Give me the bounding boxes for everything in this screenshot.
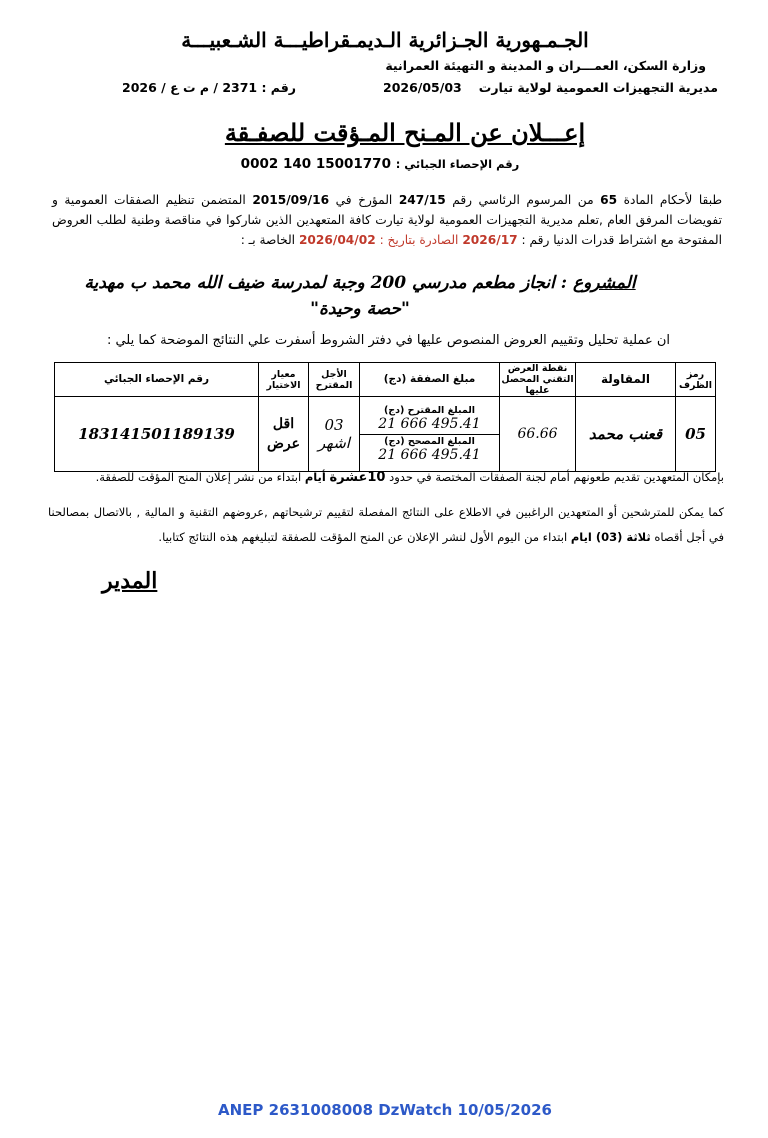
results-consultation-notice <box>48 500 724 550</box>
cell-criterion: اقل عرض <box>259 397 309 472</box>
header-amount: مبلغ الصفقة (دج) <box>360 363 500 397</box>
header-tech-score: نقطة العرض التقني المحصل عليها <box>501 363 574 396</box>
decree-date: 2015/09/16 <box>252 193 330 207</box>
statistical-id <box>150 156 610 172</box>
director-signature: المدير <box>102 568 158 594</box>
issued-label: الصادرة بتاريخ : <box>379 233 459 247</box>
intro-paragraph <box>52 190 722 250</box>
cell-deadline <box>309 397 360 472</box>
cell-contractor: قعنب محمد <box>576 397 676 472</box>
header-deadline: الأجل المقترح <box>309 363 360 397</box>
ministry-line: وزارة السكن، العمـــران و المدينة و التهيئة العمرانية <box>385 58 706 73</box>
cell-amount <box>360 397 500 472</box>
issued-date: 2026/04/02 <box>298 233 376 247</box>
intro-text-4: المتضمن تنظيم الصفقات العمومية و تفويضات المرفق العام ,تعلم مديرية التجهيزات العمومية لولاية تيارت كافة المتعهدين الذين شاركوا في مناقصة وطنية لطلب العروض المفتوحة مع اشتراط قدرات الدنيا رقم : <box>52 193 722 247</box>
appeal-text-1: بإمكان المتعهدين تقديم طعونهم أمام لجنة الصفقات المختصة في حدود <box>389 470 724 484</box>
reference-number: رقم : 2371 / م ت ع / 2026 <box>122 80 296 95</box>
statistical-id-value: 0002 140 15001770 <box>240 156 391 172</box>
intro-text-5: الخاصة بـ : <box>240 233 296 247</box>
consultation-days: ثلاثة (03) ايام <box>570 530 651 544</box>
deadline-unit: اشهر <box>318 434 350 452</box>
proposed-amount: 21 666 495.41 <box>378 416 481 432</box>
project-lot: "حصة وحيدة" <box>310 299 410 319</box>
deadline-number: 03 <box>324 416 344 434</box>
header-tax-id: رقم الإحصاء الجبائي <box>55 363 259 397</box>
appeal-days: 10عشرة <box>329 470 386 485</box>
cell-tax-id: 183141501189139 <box>55 397 259 472</box>
header-contractor: المقاولة <box>576 363 676 397</box>
anep-footer: ANEP 2631008008 DzWatch 10/05/2026 <box>218 1101 552 1119</box>
appeal-days-word: أيام <box>304 470 326 484</box>
tender-number: 2026/17 <box>462 233 518 247</box>
article-number: 65 <box>600 193 618 207</box>
intro-text-3: المؤرخ في <box>335 193 393 207</box>
intro-text-1: طبقا لأحكام المادة <box>623 193 723 207</box>
intro-text-2: من المرسوم الرئاسي رقم <box>452 193 594 207</box>
project-label: المشروع <box>573 273 636 293</box>
republic-title: الجـمـهورية الجـزائرية الـديمـقراطيـــة الشـعبيـــة <box>181 28 589 52</box>
appeal-notice <box>48 466 724 489</box>
table-header-row <box>55 363 716 397</box>
document-date: 2026/05/03 <box>383 80 462 95</box>
results-table <box>54 362 716 472</box>
statistical-id-label: رقم الإحصاء الجبائي : <box>395 157 520 171</box>
consultation-text-2: ابتداء من اليوم الأول لنشر الإعلان عن المنح المؤقت للصفقة لتبليغهم هذه النتائج كتابيا. <box>158 530 568 544</box>
project-text: : انجاز مطعم مدرسي 200 وجبة لمدرسة ضيف الله محمد ب مهدية <box>84 273 568 293</box>
header-code: رمز الظرف <box>676 363 716 397</box>
header-criterion: معيار الاختيار <box>259 363 309 397</box>
cell-tech-score: 66.66 <box>500 397 576 472</box>
table-row <box>55 397 716 472</box>
announcement-title: إعـــلان عن المـنح المـؤقت للصفـقة <box>224 118 586 147</box>
directorate-line: مديرية التجهيزات العمومية لولاية تيارت <box>478 80 718 95</box>
consultation-text-1: كما يمكن للمترشحين أو المتعهدين الراغبين في الاطلاع على النتائج المفصلة لتقييم ترشيحاتهم ,عروضهم التقنية و المالية , بالاتصال بمصالحنا في أجل أقصاه <box>48 505 724 544</box>
decree-number: 247/15 <box>398 193 446 207</box>
corrected-amount: 21 666 495.41 <box>378 447 481 463</box>
appeal-text-2: ابتداء من نشر إعلان المنح المؤقت للصفقة. <box>95 470 302 484</box>
proposed-amount-label: المبلغ المقترح (دج) <box>383 405 476 416</box>
corrected-amount-label: المبلغ المصحح (دج) <box>360 434 499 447</box>
results-intro: ان عملية تحليل وتقييم العروض المنصوص عليها في دفتر الشروط أسفرت علي النتائج الموضحة كما يلي : <box>106 333 670 348</box>
cell-code: 05 <box>676 397 716 472</box>
project-title <box>80 270 640 322</box>
